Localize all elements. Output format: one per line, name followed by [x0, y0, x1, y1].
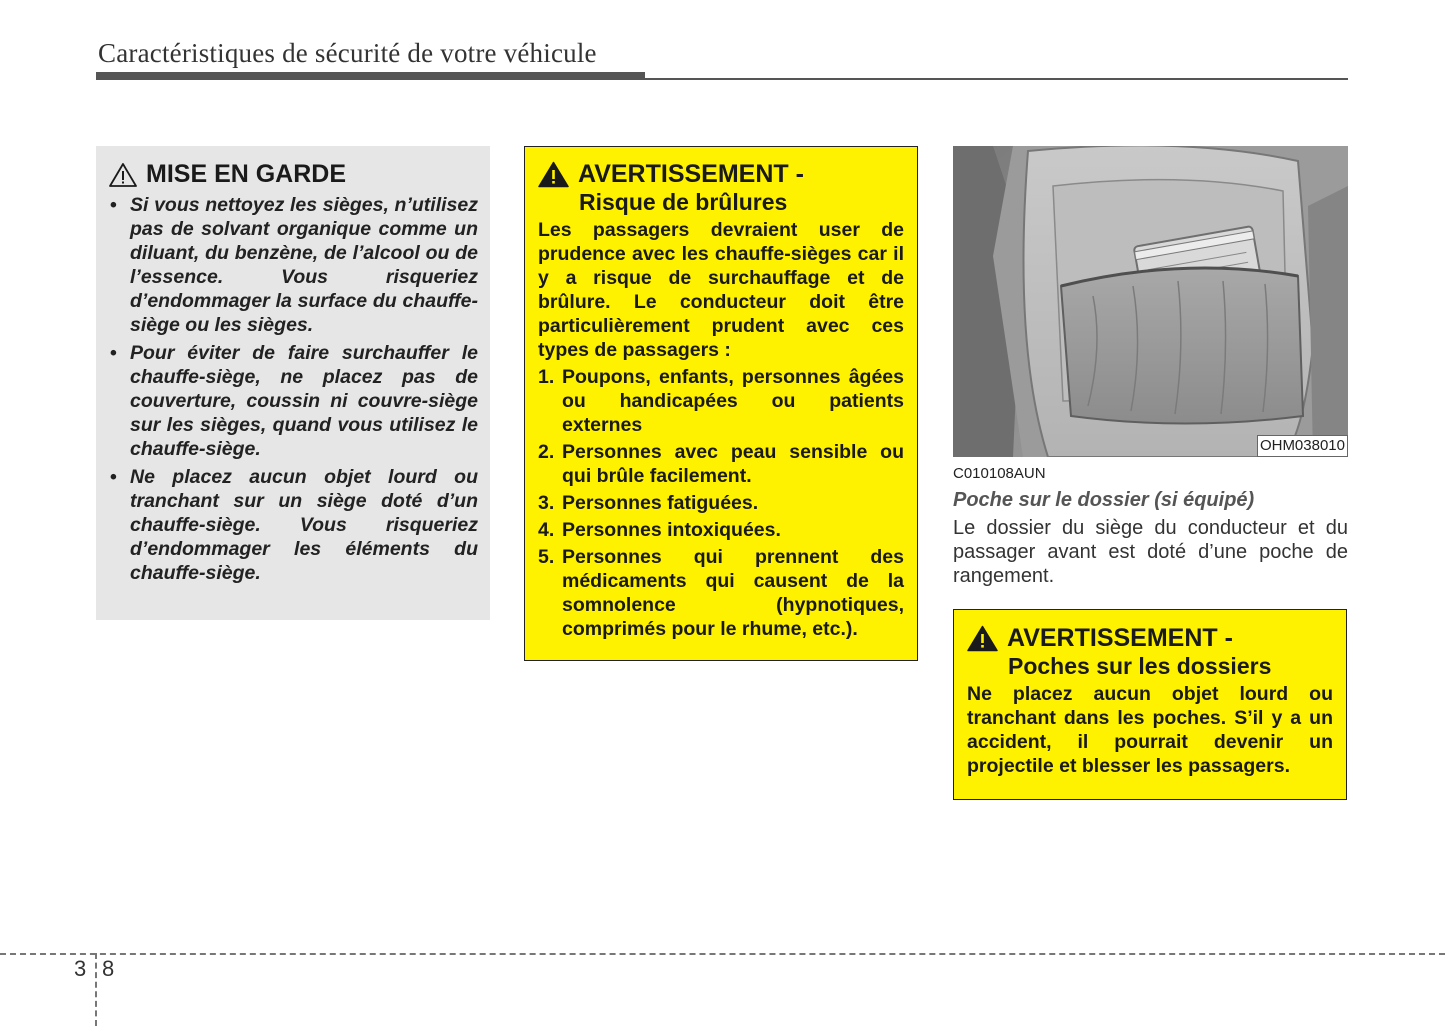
page-number: 8	[102, 956, 115, 981]
warning-triangle-icon	[967, 625, 998, 652]
list-number: 1.	[538, 366, 555, 388]
seatback-illustration	[953, 146, 1348, 457]
caution-heading	[108, 160, 478, 189]
list-item	[538, 491, 904, 515]
page-header-title: Caractéristiques de sécurité de votre véhicule	[98, 38, 597, 68]
warning-subtitle: Risque de brûlures	[579, 189, 788, 215]
list-item: • Ne placez aucun objet lourd ou tranchant sur un siège doté d’un chauffe-siège. Vous risqueriez d’endommager les éléments du chauffe-siège.	[108, 465, 478, 585]
list-number: 2.	[538, 441, 555, 463]
warning-box-burns	[524, 146, 918, 661]
chapter-number: 3	[74, 956, 87, 981]
list-text: Personnes avec peau sensible ou qui brûle facilement.	[562, 441, 904, 487]
footer-vertical-divider	[95, 953, 97, 1026]
list-item	[538, 440, 904, 488]
caution-box	[96, 146, 490, 620]
caution-heading-text: MISE EN GARDE	[146, 160, 347, 188]
list-item	[538, 545, 904, 641]
warning-body: Les passagers devraient user de prudence avec les chauffe-sièges car il y a risque de surchauffage et de brûlure. Le conducteur doit être particulièrement prudent avec ces types de passagers :	[538, 219, 904, 361]
list-number: 3.	[538, 492, 555, 514]
caution-triangle-icon	[108, 162, 138, 188]
list-text: Poupons, enfants, personnes âgées ou handicapées ou patients externes	[562, 366, 904, 436]
warning-heading	[967, 624, 1333, 653]
seatback-pocket-photo	[953, 146, 1348, 457]
warning-box-pockets	[953, 609, 1347, 800]
footer-divider	[0, 953, 1445, 955]
list-number: 4.	[538, 519, 555, 541]
warning-heading	[538, 160, 904, 189]
passenger-types-list	[538, 365, 904, 641]
list-text: Personnes qui prennent des médicaments qui causent de la somnolence (hypnotiques, comprimés pour le rhume, etc.).	[562, 546, 904, 640]
warning-triangle-icon	[538, 161, 569, 188]
header-rule-thin	[645, 78, 1348, 80]
warning-title: AVERTISSEMENT -	[1007, 624, 1233, 652]
photo-code: OHM038010	[1257, 435, 1348, 457]
warning-title: AVERTISSEMENT -	[578, 160, 804, 188]
section-body: Le dossier du siège du conducteur et du passager avant est doté d’une poche de rangement.	[953, 517, 1348, 587]
list-text: Personnes intoxiquées.	[562, 519, 781, 541]
list-text: Personnes fatiguées.	[562, 492, 759, 514]
image-reference-code: C010108AUN	[953, 465, 1046, 482]
list-item	[538, 518, 904, 542]
list-number: 5.	[538, 546, 555, 568]
list-item: • Pour éviter de faire surchauffer le chauffe-siège, ne placez pas de couverture, coussin ni couvre-siège sur les sièges, quand vous utilisez le chauffe-siège.	[108, 341, 478, 461]
warning-body: Ne placez aucun objet lourd ou tranchant dans les poches. S’il y a un accident, il pourrait devenir un projectile et blesser les passagers.	[967, 683, 1333, 777]
list-item: • Si vous nettoyez les sièges, n’utilisez pas de solvant organique comme un diluant, du benzène, de l’alcool ou de l’essence. Vous risqueriez d’endommager la surface du chauffe-siège ou les sièges.	[108, 193, 478, 337]
section-heading: Poche sur le dossier (si équipé)	[953, 489, 1255, 511]
caution-list	[108, 193, 478, 585]
header-rule	[96, 72, 645, 80]
warning-subtitle: Poches sur les dossiers	[1008, 653, 1272, 679]
list-item	[538, 365, 904, 437]
